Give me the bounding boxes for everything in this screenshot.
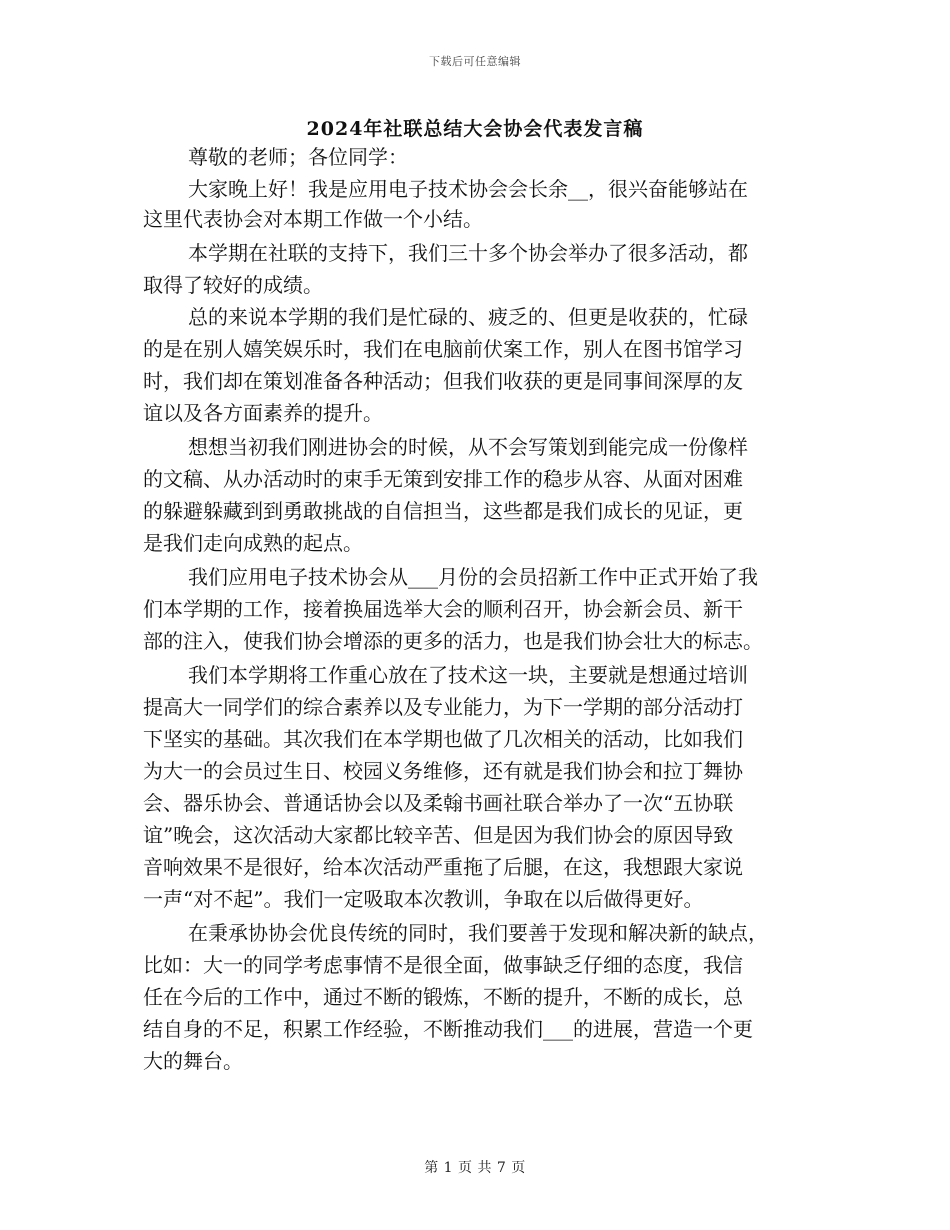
- body-line: 在秉承协协会优良传统的同时，我们要善于发现和解决新的缺点，: [188, 921, 768, 945]
- body-line: 谊”晚会，这次活动大家都比较辛苦、但是因为我们协会的原因导致: [143, 823, 734, 847]
- body-line: 部的注入，使我们协会增添的更多的活力，也是我们协会壮大的标志。: [143, 629, 763, 653]
- body-line: 大的舞台。: [143, 1049, 243, 1073]
- body-line: 想想当初我们刚进协会的时候，从不会写策划到能完成一份像样: [188, 435, 748, 459]
- body-line: 的躲避躲藏到到勇敢挑战的自信担当，这些都是我们成长的见证，更: [143, 499, 743, 523]
- body-line: 是我们走向成熟的起点。: [143, 531, 363, 555]
- body-line: 一声“对不起”。我们一定吸取本次教训，争取在以后做得更好。: [143, 887, 704, 911]
- body-line: 取得了较好的成绩。: [143, 273, 323, 297]
- body-line: 我们本学期将工作重心放在了技术这一块，主要就是想通过培训: [188, 663, 748, 687]
- body-line: 们本学期的工作，接着换届选举大会的顺利召开，协会新会员、新干: [143, 597, 743, 621]
- body-line: 的文稿、从办活动时的束手无策到安排工作的稳步从容、从面对困难: [143, 467, 743, 491]
- body-line: 尊敬的老师；各位同学：: [188, 145, 408, 169]
- body-line: 结自身的不足，积累工作经验，不断推动我们___的进展，营造一个更: [143, 1017, 753, 1041]
- body-line: 本学期在社联的支持下，我们三十多个协会举办了很多活动，都: [188, 241, 748, 265]
- body-line: 的是在别人嬉笑娱乐时，我们在电脑前伏案工作，别人在图书馆学习: [143, 337, 743, 361]
- body-line: 我们应用电子技术协会从___月份的会员招新工作中正式开始了我: [188, 565, 758, 589]
- header-note: 下载后可任意编辑: [429, 55, 521, 68]
- body-line: 任在今后的工作中，通过不断的锻炼，不断的提升，不断的成长，总: [143, 985, 743, 1009]
- body-line: 提高大一同学们的综合素养以及专业能力，为下一学期的部分活动打: [143, 695, 743, 719]
- body-line: 总的来说本学期的我们是忙碌的、疲乏的、但更是收获的，忙碌: [188, 305, 748, 329]
- body-line: 这里代表协会对本期工作做一个小结。: [143, 207, 483, 231]
- body-line: 为大一的会员过生日、校园义务维修，还有就是我们协会和拉丁舞协: [143, 759, 743, 783]
- page-number-footer: 第 1 页 共 7 页: [424, 1160, 526, 1176]
- body-line: 大家晚上好！我是应用电子技术协会会长余__，很兴奋能够站在: [188, 177, 748, 201]
- body-line: 时，我们却在策划准备各种活动；但我们收获的更是同事间深厚的友: [143, 369, 743, 393]
- body-line: 比如：大一的同学考虑事情不是很全面，做事缺乏仔细的态度，我信: [143, 953, 743, 977]
- body-line: 音响效果不是很好，给本次活动严重拖了后腿，在这，我想跟大家说: [143, 855, 743, 879]
- body-line: 谊以及各方面素养的提升。: [143, 401, 383, 425]
- body-line: 下坚实的基础。其次我们在本学期也做了几次相关的活动，比如我们: [143, 727, 743, 751]
- body-line: 会、器乐协会、普通话协会以及柔翰书画社联合举办了一次“五协联: [143, 791, 734, 815]
- document-title: 2024年社联总结大会协会代表发言稿: [306, 118, 644, 140]
